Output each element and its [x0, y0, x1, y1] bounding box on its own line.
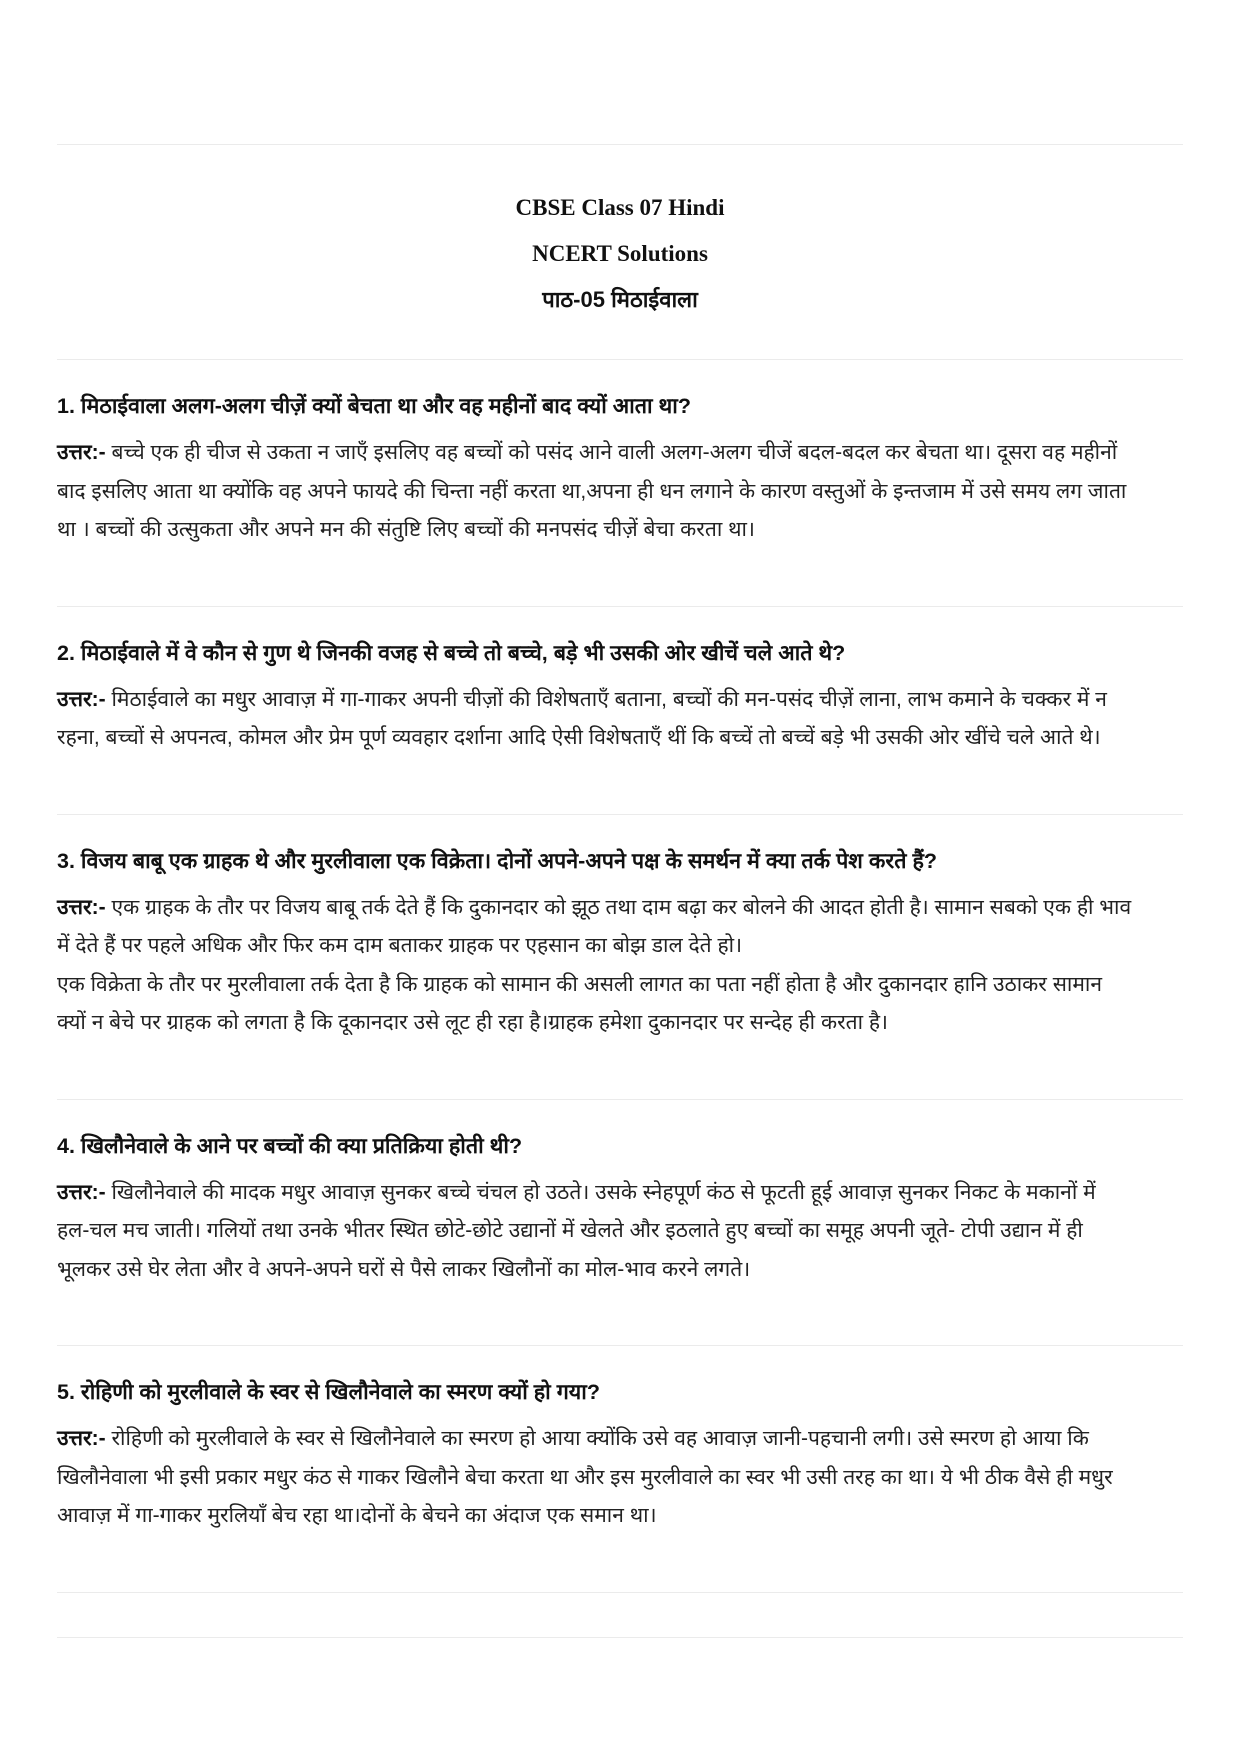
qa-block-1: [57, 360, 1183, 606]
question-1: 1. मिठाईवाला अलग-अलग चीज़ें क्यों बेचता था और वह महीनों बाद क्यों आता था?: [57, 394, 691, 418]
qa-block-4: [57, 1100, 1183, 1346]
answer-label: उत्तर:-: [57, 687, 106, 711]
question-3: 3. विजय बाबू एक ग्राहक थे और मुरलीवाला एक विक्रेता। दोनों अपने-अपने पक्ष के समर्थन में क्या तर्क पेश करते हैं?: [57, 848, 937, 873]
answer-label: उत्तर:-: [57, 895, 106, 919]
answer-text: बच्चे एक ही चीज से उकता न जाएँ इसलिए वह बच्चों को पसंद आने वाली अलग-अलग चीजें बदल-बदल कर बेचता था। दूसरा वह महीनों बाद इसलिए आता था क्योंकि वह अपने फायदे की चिन्ता नहीं करता था,अपना ही धन लगाने के कारण वस्तुओं के इन्तजाम में उसे समय लग जाता था । बच्चों की उत्सुकता और अपने मन की संतुष्टि लिए बच्चों की मनपसंद चीज़ें बेचा करता था।: [57, 441, 1127, 541]
qa-block-2: [57, 607, 1183, 814]
answer-text: मिठाईवाले का मधुर आवाज़ में गा-गाकर अपनी चीज़ों की विशेषताएँ बताना, बच्चों की मन-पसंद चीज़ें लाना, लाभ कमाने के चक्कर में न रहना, बच्चों से अपनत्व, कोमल और प्रेम पूर्ण व्यवहार दर्शाना आदि ऐसी विशेषताएँ थीं कि बच्चें तो बच्चें बड़े भी उसकी ओर खींचे चले आते थे।: [57, 687, 1107, 749]
question-2: 2. मिठाईवाले में वे कौन से गुण थे जिनकी वजह से बच्चे तो बच्चे, बड़े भी उसकी ओर खीचें चले आते थे?: [57, 640, 846, 665]
doc-title-course: CBSE Class 07 Hindi: [515, 195, 725, 220]
question-4: 4. खिलौनेवाले के आने पर बच्चों की क्या प्रतिक्रिया होती थी?: [57, 1133, 523, 1158]
doc-title-chapter: पाठ-05 मिठाईवाला: [542, 287, 698, 312]
answer-3-extra: एक विक्रेता के तौर पर मुरलीवाला तर्क देता है कि ग्राहक को सामान की असली लागत का पता नहीं होता है और दुकानदार हानि उठाकर सामान क्यों न बेचे पर ग्राहक को लगता है कि दूकानदार उसे लूट ही रहा है।ग्राहक हमेशा दुकानदार पर सन्देह ही करता है।: [57, 972, 1103, 1034]
answer-text: खिलौनेवाले की मादक मधुर आवाज़ सुनकर बच्चे चंचल हो उठते। उसके स्नेहपूर्ण कंठ से फूटती हूई आवाज़ सुनकर निकट के मकानों में हल-चल मच जाती। गलियों तथा उनके भीतर स्थित छोटे-छोटे उद्यानों में खेलते और इठलाते हुए बच्चों का समूह अपनी जूते- टोपी उद्यान में ही भूलकर उसे घेर लेता और वे अपने-अपने घरों से पैसे लाकर खिलौनों का मोल-भाव करने लगते।: [57, 1180, 1096, 1281]
answer-2: [57, 681, 1132, 758]
bottom-spacer: [57, 1593, 1183, 1637]
answer-3: [57, 889, 1132, 966]
divider: [57, 1637, 1183, 1638]
answer-label: उत्तर:-: [57, 441, 106, 464]
doc-title-type: NCERT Solutions: [532, 241, 708, 266]
answer-5: [57, 1420, 1132, 1536]
answer-text: रोहिणी को मुरलीवाले के स्वर से खिलौनेवाले का स्मरण हो आया क्योंकि उसे वह आवाज़ जानी-पहचानी लगी। उसे स्मरण हो आया कि खिलौनेवाला भी इसी प्रकार मधुर कंठ से गाकर खिलौने बेचा करता था और इस मुरलीवाले का स्वर भी उसी तरह का था। ये भी ठीक वैसे ही मधुर आवाज़ में गा-गाकर मुरलियाँ बेच रहा था।दोनों के बेचने का अंदाज एक समान था।: [57, 1427, 1113, 1527]
answer-1: [57, 434, 1132, 550]
answer-4: [57, 1174, 1132, 1290]
qa-block-5: [57, 1346, 1183, 1592]
divider: [57, 144, 1183, 145]
answer-label: उत्तर:-: [57, 1180, 106, 1204]
document-header: [57, 185, 1183, 323]
answer-label: उत्तर:-: [57, 1427, 106, 1450]
answer-text: एक ग्राहक के तौर पर विजय बाबू तर्क देते हैं कि दुकानदार को झूठ तथा दाम बढ़ा कर बोलने की आदत होती है। सामान सबको एक ही भाव में देते हैं पर पहले अधिक और फिर कम दाम बताकर ग्राहक पर एहसान का बोझ डाल देते हो।: [57, 895, 1132, 957]
question-5: 5. रोहिणी को मुरलीवाले के स्वर से खिलौनेवाले का स्मरण क्यों हो गया?: [57, 1380, 600, 1404]
qa-block-3: [57, 815, 1183, 1099]
